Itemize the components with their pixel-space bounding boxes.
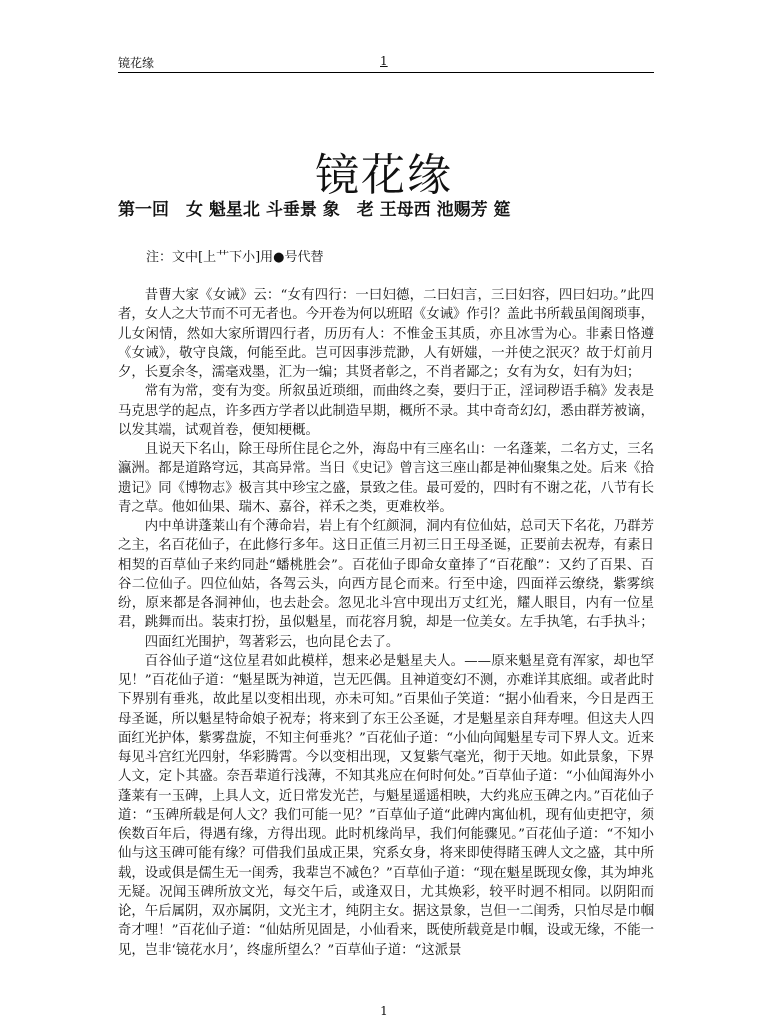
paragraph: 内中单讲蓬莱山有个薄命岩，岩上有个红颜洞，洞内有位仙姑，总司天下名花，乃群芳之主，名百花仙子，在此修行多年。这日正值三月初三日王母圣诞，正要前去祝寿，有素日相契的百草仙子来约同赴“蟠桃胜会”。百花仙子即命女童捧了“百花酿”：又约了百果、百谷二位仙子。四位仙姑，各驾云头，向西方昆仑而来。行至中途，四面祥云缭绕，紫雾缤纷，原来都是各洞神仙，也去赴会。忽见北斗宫中现出万丈红光，耀人眼目，内有一位星君，跳舞而出。装束打扮，虽似魁星，而花容月貌，却是一位美女。左手执笔，右手执斗；	[118, 519, 654, 631]
header-divider	[118, 72, 654, 73]
chapter-heading: 第一回 女 魁星北 斗垂景 象 老 王母西 池赐芳 筵	[118, 200, 511, 220]
paragraph: 四面红光围护，驾著彩云，也向昆仑去了。	[144, 634, 400, 650]
body-text	[118, 286, 654, 960]
editor-note: 注：文中[上艹下小]用●号代替	[146, 250, 324, 265]
book-title: 镜花缘	[315, 150, 453, 202]
paragraph: 且说天下名山，除王母所住昆仑之外，海岛中有三座名山：一名蓬莱，二名方丈，三名瀛洲。都是道路穹远，其高异常。当日《史记》曾言这三座山都是神仙聚集之处。后来《拾遗记》同《博物志》极言其中珍宝之盛，景致之佳。最可爱的，四时有不谢之花，八节有长青之草。他如仙果、瑞木、嘉谷，祥禾之类，更难枚举。	[118, 442, 654, 515]
page-footer-number: 1	[380, 1004, 388, 1018]
paragraph: 百谷仙子道“这位星君如此模样，想来必是魁星夫人。——原来魁星竟有浑家，却也罕见！”百花仙子道：“魁星既为神道，岂无匹偶。且神道变幻不测，亦难详其底细。或者此时下界别有垂兆，故此星以变相出现，亦未可知。”百果仙子笑道：“据小仙看来，今日是西王母圣诞，所以魁星特命娘子祝寿；将来到了东王公圣诞，才是魁星亲自拜寿哩。但这夫人四面红光护体，紫雾盘旋，不知主何垂兆？”百花仙子道：“小仙向闻魁星专司下界人文。近来每见斗宫红光四射，华彩腾霄。今以变相出现，又复紫气毫光，彻于天地。如此景象，下界人文，定卜其盛。奈吾辈道行浅薄，不知其兆应在何时何处。”百草仙子道：“小仙闻海外小蓬莱有一玉碑，上具人文，近日常发光芒，与魁星遥遥相映，大约兆应玉碑之内。”百花仙子道：“玉碑所载是何人文？我们可能一见？”百草仙子道“此碑内寓仙机，现有仙吏把守，须俟数百年后，得遇有缘，方得出现。此时机缘尚早，我们何能骤见。”百花仙子道：“不知小仙与这玉碑可能有缘？可借我们虽成正果，究系女身，将来即使得睹玉碑人文之盛，其中所载，设或俱是儒生无一闺秀，我辈岂不减色？”百草仙子道：“现在魁星既现女像，其为坤兆无疑。况闻玉碑所放文光，每交午后，或逢双日，尤其焕彩，较平时迥不相同。以阴阳而论，午后属阴，双亦属阴，文光主才，纯阴主女。据这景象，岂但一二闺秀，只怕尽是巾帼奇才哩！”百花仙子道：“仙姑所见固是，小仙看来，既使所载竟是巾帼，设或无缘，不能一见，岂非‘镜花水月’，终虚所望么？”百草仙子道：“这派景	[118, 653, 654, 958]
header-page-number: 1	[380, 54, 388, 68]
header-book-title: 镜花缘	[118, 56, 155, 70]
paragraph: 常有为常，变有为变。所叙虽近琐细，而曲终之奏，要归于正，淫词秽语手稿》发表是马克思学的起点，许多西方学者以此制造早期，概所不录。其中奇奇幻幻，悉由群芳被谪，以发其端，试观首卷，便知梗概。	[118, 384, 654, 438]
paragraph: 昔曹大家《女诫》云：“女有四行：一曰妇德，二曰妇言，三曰妇容，四曰妇功。”此四者，女人之大节而不可无者也。今开卷为何以班昭《女诫》作引？盖此书所载虽闺阁琐事，儿女闲情，然如大家所谓四行者，历历有人：不惟金玉其质，亦且冰雪为心。非素日恪遵《女诫》，敬守良箴，何能至此。岂可因事涉荒渺，人有妍媸，一并使之泯灭？故于灯前月夕，长夏余冬，濡毫戏墨，汇为一编；其贤者彰之，不肖者鄙之；女有为女，妇有为妇；	[118, 288, 654, 380]
page-header	[118, 54, 654, 72]
